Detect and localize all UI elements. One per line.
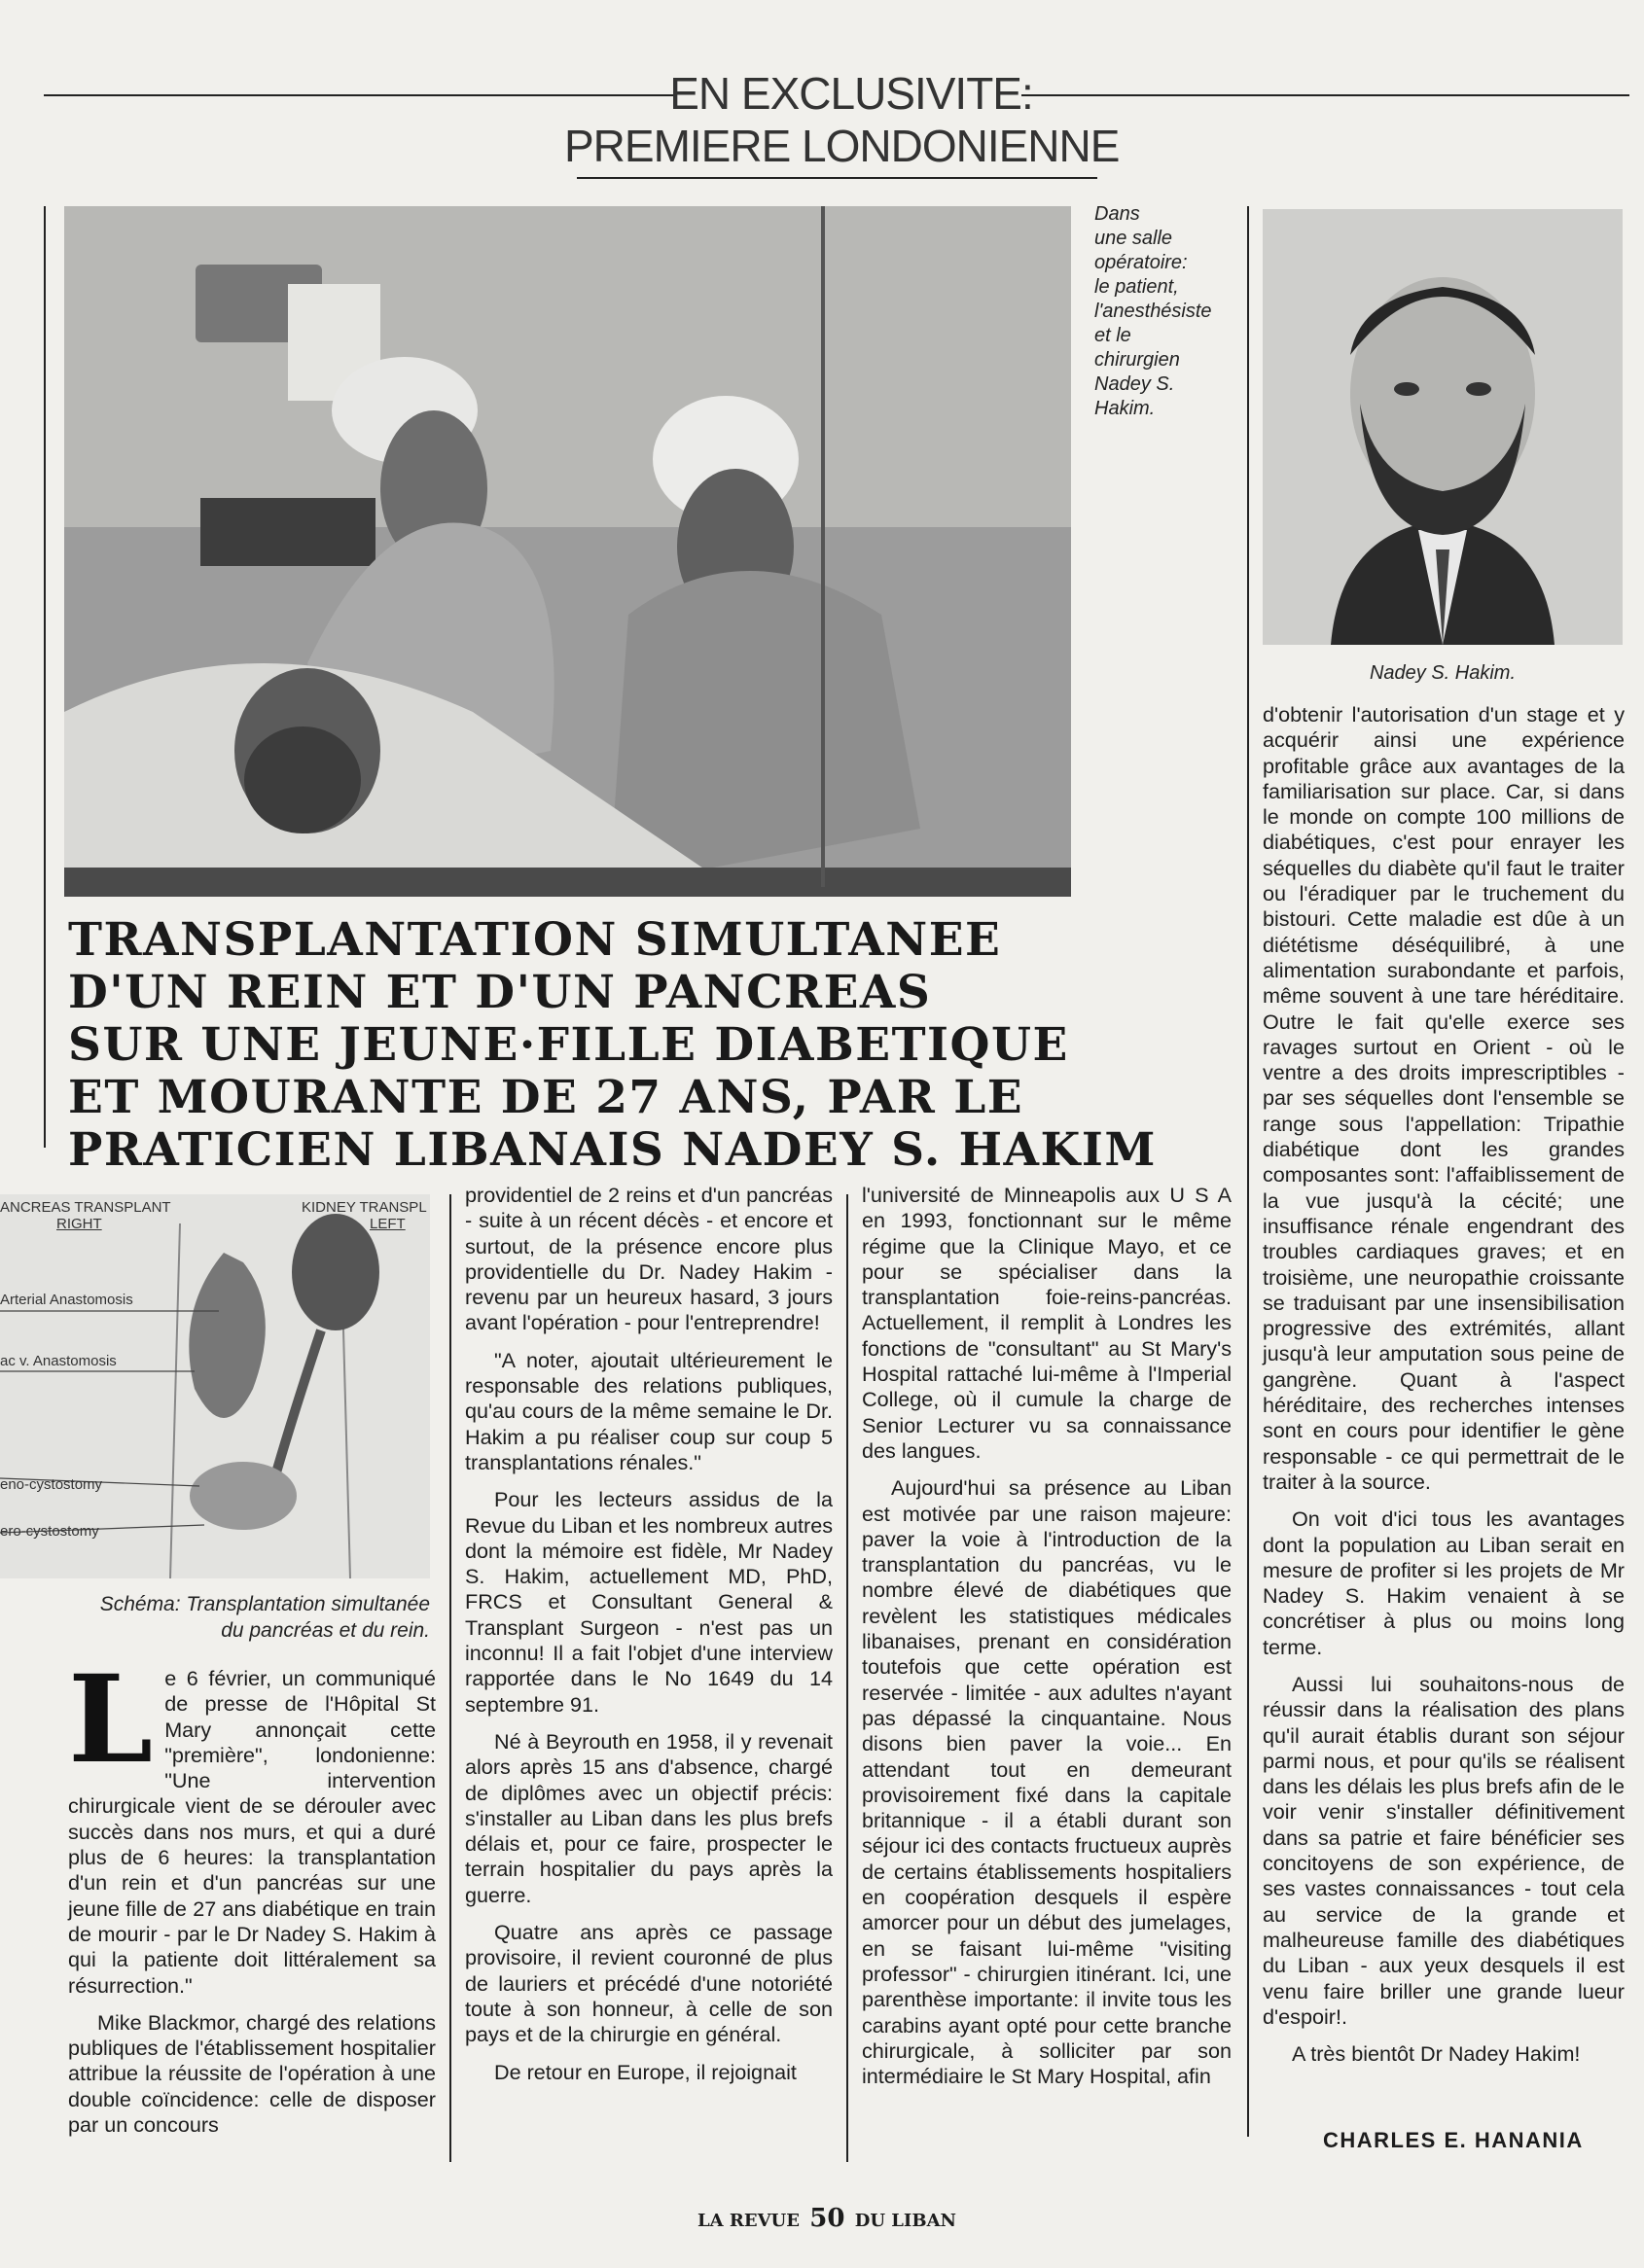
page-footer [681,2204,973,2233]
article-column-1: Le 6 février, un communiqué de presse de l'Hôpital St Mary annonçait cette "première", londonienne: "Une intervention chirurgicale vient de se dérouler avec succès dans nos murs, et qui a duré plus de 6 heures: la transplantation d'un rein et d'un pancréas sur une jeune fille de 27 ans diabétique en train de mourir - par le Dr Nadey S. Hakim à qui la patiente doit littéralement sa résurrection." Mike Blackmor, chargé des relations publiques de l'établissement hospitalier attribue la réussite de l'opération à une double coïncidence: celle de disposer par un concours [68,1649,436,2138]
diagram-label-pancreas: ANCREAS TRANSPLANT [0,1199,171,1216]
portrait-caption: Nadey S. Hakim. [1369,662,1517,684]
headline-line-2: D'UN REIN ET D'UN PANCREAS [68,966,932,1019]
diagram-label-left: LEFT [370,1216,406,1232]
diagram-label-cystostomy-2: ero-cystostomy [0,1523,99,1540]
article-column-4: d'obtenir l'autorisation d'un stage et y acquérir ainsi une expérience profitable grâce aux avantages de la familiarisation sur place. Car, si dans le monde on compte 100 millions de diabétiques, c'est pour enrayer les séquelles du diabète qu'il faut le traiter ou l'éradiquer par le truchement du bistouri. Cette maladie est dûe à un diététisme déséquilibré, à une alimentation surabondante et parfois, même souvent à une tare héréditaire. Outre le fait qu'elle exerce ses ravages surtout en Orient - où le ventre a des droits imprescriptibles - par ses séquelles dont l'ensemble se range sous l'appellation: Tripathie diabétique dont les grandes composantes sont: l'affaiblissement de la vue jusqu'à la cécité; une insuffisance rénale engendrant des troubles cardiaques graves; et en troisième, une neuropathie croissante se traduisant par une insensibilisation progressive des extrémités, allant jusqu'à leur amputation sous peine de gangrène. Quant à l'aspect héréditaire, des recherches intenses sont en cours pour identifier le gène responsable - ce qui permettrait de le traiter à la source. On voit d'ici tous les avantages dont la population au Liban serait en mesure de profiter si les projets de Mr Nadey S. Hakim venaient à se concrétiser à plus ou moins long terme. Aussi lui souhaitons-nous de réussir dans la réalisation des plans qu'il aurait établis durant son séjour parmi nous, et pour qu'ils se réalisent dans les délais les plus brefs afin de le voir venir s'installer définitivement dans sa patrie et faire bénéficier ses concitoyens de son expérience, de ses vastes connaissances - tout cela au service de la grande et malheureuse famille des diabétiques du Liban - aux yeux desquels il est venu faire briller une grande lueur d'espoir!. A très bientôt Dr Nadey Hakim! [1263,702,1625,2067]
footer-left: LA REVUE [697,2211,800,2231]
drop-cap: L [68,1649,154,1790]
headline-line-1: TRANSPLANTATION SIMULTANEE [68,913,1002,967]
headline-line-5: PRATICIEN LIBANAIS NADEY S. HAKIM [68,1123,1157,1177]
headline [68,914,1235,1177]
diagram-label-arterial: Arterial Anastomosis [0,1292,133,1308]
article-column-2: providentiel de 2 reins et d'un pancréas - suite à un récent décès - et encore et surtout, de la présence encore plus providentielle du Dr. Nadey Hakim - revenu par un heureux hasard, 3 jours avant l'opération - pour l'entreprendre! "A noter, ajoutait ultérieurement le responsable des relations publiques, qu'au cours de la même semaine le Dr. Hakim a pu réaliser coup sur coup 5 transplantations rénales." Pour les lecteurs assidus de la Revue du Liban et les nombreux autres dont la mémoire est fidèle, Mr Nadey S. Hakim, actuellement MD, PhD, FRCS et Consultant General & Transplant Surgeon - n'est pas un inconnu! Il a fait l'objet d'une interview rapportée dans le No 1649 du 14 septembre 91. Né à Beyrouth en 1958, il y revenait alors après 15 ans d'absence, chargé de diplômes avec un objectif précis: s'installer au Liban dans les plus brefs délais et, pour ce faire, prospecter le terrain hospitalier du pays après la guerre. Quatre ans après ce passage provisoire, il revient couronné de plus de lauriers et précédé d'une notoriété toute à son honneur, à celle de son pays et de la chirurgie en général. De retour en Europe, il rejoignait [465,1183,833,2084]
page-number: 50 [809,2204,845,2233]
author-signature: CHARLES E. HANANIA [1323,2128,1584,2152]
diagram-caption: Schéma: Transplantation simultanée du pancréas et du rein. [99,1593,430,1642]
kicker-underline [577,177,1097,179]
portrait-drawing [1263,209,1623,645]
diagram-label-venous: ac v. Anastomosis [0,1353,117,1369]
surgery-photo [64,206,1071,897]
kicker-line-1: EN EXCLUSIVITE: [669,68,1033,119]
diagram-label-kidney: KIDNEY TRANSPL [302,1199,427,1216]
diagram-label-right: RIGHT [56,1216,102,1232]
surgery-photo-drawing [64,206,1071,897]
article-column-3: l'université de Minneapolis aux U S A en 1993, fonctionnant sur le même régime que la Clinique Mayo, et ce pour se spécialiser dans la transplantation foie-reins-pancréas. Actuellement, il remplit à Londres les fonctions de "consultant" au St Mary's Hospital rattaché lui-même à l'Imperial College, où il cumule la charge de Senior Lecturer vu sa connaissance des langues. Aujourd'hui sa présence au Liban est motivée par une raison majeure: paver la voie à l'introduction de la transplantation du pancréas, vu le nombre élevé de diabétiques que revèlent les statistiques médicales libanaises, prenant en considération toutefois que cette opération est reservée - limitée - aux adultes n'ayant pas dépassé la cinquantaine. Nous disons bien paver la voie... En attendant tout en demeurant provisoirement fixé dans la capitale britannique - il a établi durant son séjour ici des contacts fructueux auprès de certains établissements hospitaliers en coopération desquels il espère amorcer pour un début des jumelages, en se faisant lui-même "visiting professor" - chirurgien itinérant. Ici, une parenthèse importante: il invite tous les carabins ayant opté pour cette branche chirurgicale, à solliciter par son intermédiaire le St Mary Hospital, afin [862,1183,1232,2089]
headline-line-4: ET MOURANTE DE 27 ANS, PAR LE [68,1071,1024,1124]
kicker-line-2: PREMIERE LONDONIENNE [564,121,1120,171]
transplant-diagram-drawing [0,1194,430,1578]
transplant-diagram [0,1194,430,1578]
photo-caption: Dans une salle opératoire: le patient, l'anesthésiste et le chirurgien Nadey S. Hakim. [1094,203,1212,419]
column-rule-1 [449,1194,451,2162]
photo-frame-left [44,206,46,1148]
headline-line-3: SUR UNE JEUNE·FILLE DIABETIQUE [68,1018,1069,1072]
header-rule-left [44,94,676,96]
header-rule-right [1021,94,1629,96]
column-rule-portrait [1247,206,1249,2137]
diagram-label-cystostomy-1: eno-cystostomy [0,1476,103,1493]
footer-right: DU LIBAN [854,2211,956,2231]
portrait-photo [1263,209,1623,645]
column-rule-2 [846,1194,848,2162]
